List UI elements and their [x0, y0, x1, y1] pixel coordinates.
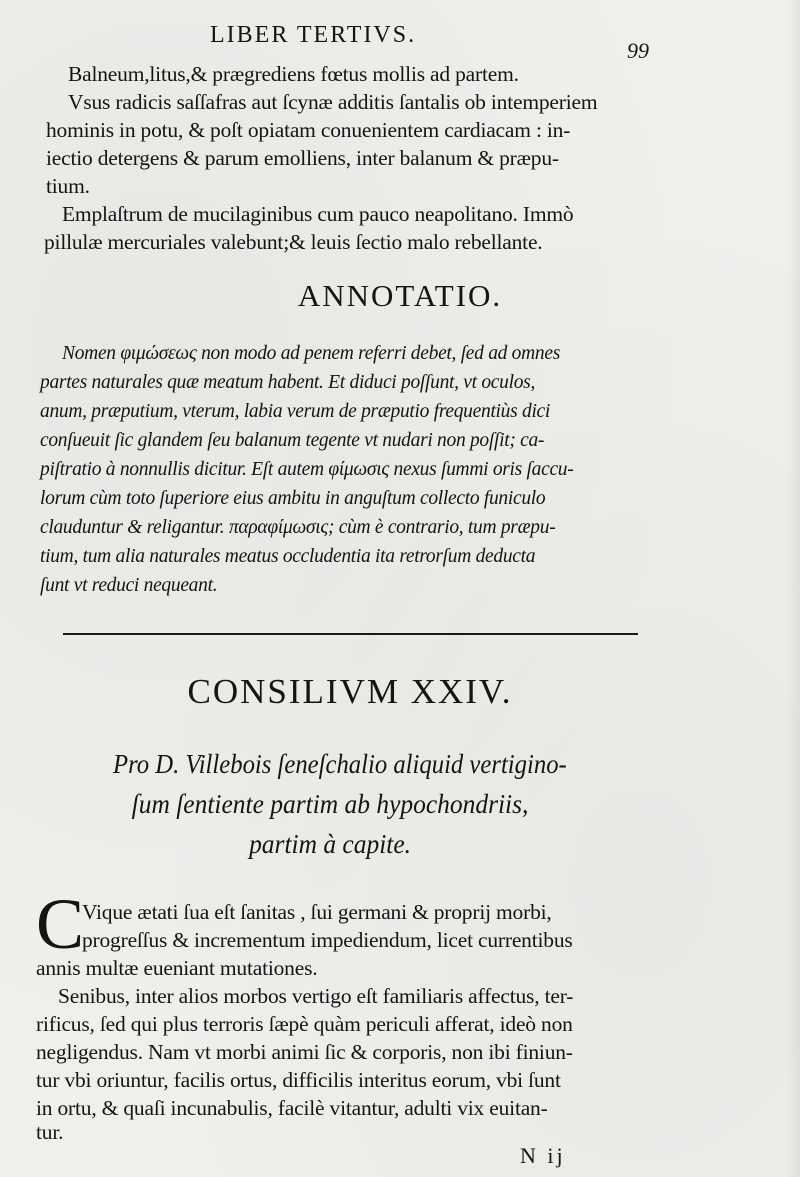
annotation-line: conſueuit ſic glandem ſeu balanum tegente vt nudari non poſſit; ca- [40, 430, 545, 451]
consilium-heading: CONSILIVM XXIV. [187, 672, 513, 711]
annotation-line: partes naturales quæ meatum habent. Et diduci poſſunt, vt oculos, [40, 372, 536, 393]
text-line: Senibus, inter alios morbos vertigo eſt familiaris affectus, ter- [58, 984, 574, 1008]
consilium-subtitle-line: partim à capite. [249, 829, 412, 859]
running-head: LIBER TERTIVS. [210, 22, 417, 48]
text-line: tur vbi oriuntur, facilis ortus, difficilis interitus eorum, vbi ſunt [36, 1068, 561, 1092]
annotation-line: lorum cùm toto ſuperiore eius ambitu in anguſtum collecto funiculo [40, 488, 546, 509]
text-line: progreſſus & incrementum impediendum, licet currentibus [82, 928, 573, 952]
text-line: tur. [36, 1120, 64, 1144]
annotation-line: piſtratio à nonnullis dicitur. Eſt autem φίμωσις nexus ſummi oris ſaccu- [40, 459, 574, 480]
drop-capital: C [36, 884, 85, 964]
text-line: pillulæ mercuriales valebunt;& leuis ſectio malo rebellante. [44, 230, 543, 254]
page-number: 99 [627, 38, 649, 63]
consilium-subtitle-line: Pro D. Villebois ſeneſchalio aliquid vertigino- [113, 749, 567, 779]
annotation-line: anum, præputium, vterum, labia verum de præputio frequentiùs dici [40, 401, 551, 422]
text-line: iectio detergens & parum emolliens, inter balanum & præpu- [46, 146, 559, 170]
annotation-line: clauduntur & religantur. παραφίμωσις; cùm è contrario, tum præpu- [40, 517, 556, 538]
text-line: tium. [46, 174, 90, 198]
annotatio-heading: ANNOTATIO. [297, 278, 503, 313]
text-line: Emplaſtrum de mucilaginibus cum pauco neapolitano. Immò [62, 202, 574, 226]
text-line: Vsus radicis saſſafras aut ſcynæ additis ſantalis ob intemperiem [68, 90, 598, 114]
annotation-line: tium, tum alia naturales meatus occludentia ita retrorſum deducta [40, 546, 536, 567]
text-line: Vique ætati ſua eſt ſanitas , ſui germani & proprij morbi, [82, 900, 552, 924]
consilium-subtitle-line: ſum ſentiente partim ab hypochondriis, [131, 789, 529, 819]
annotation-line: Nomen φιμώσεως non modo ad penem referri debet, ſed ad omnes [62, 343, 560, 364]
text-line: rificus, ſed qui plus terroris ſæpè quàm periculi afferat, ideò non [36, 1012, 573, 1036]
signature-mark: N ij [520, 1143, 566, 1168]
section-divider [63, 633, 638, 635]
text-line: negligendus. Nam vt morbi animi ſic & corporis, non ibi finiun- [36, 1040, 573, 1064]
page-edge-shadow [786, 0, 800, 1177]
text-line: in ortu, & quaſi incunabulis, facilè vitantur, adulti vix euitan- [36, 1096, 548, 1120]
annotation-line: ſunt vt reduci nequeant. [40, 575, 218, 596]
text-line: annis multæ eueniant mutationes. [36, 956, 318, 980]
text-line: hominis in potu, & poſt opiatam conuenientem cardiacam : in- [46, 118, 571, 142]
text-line: Balneum,litus,& prægrediens fœtus mollis ad partem. [68, 62, 519, 86]
